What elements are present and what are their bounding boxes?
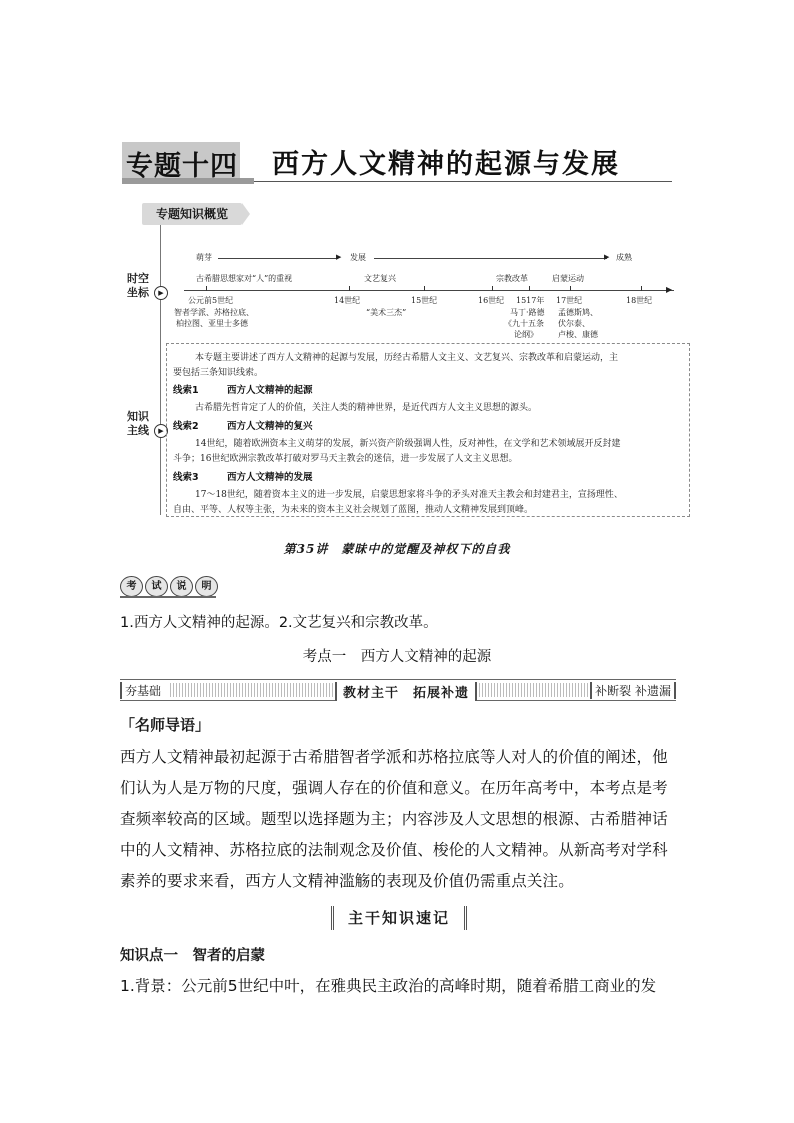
axis-tick bbox=[349, 286, 350, 291]
timeline-axis bbox=[184, 290, 674, 291]
guide-line: 们认为人是万物的尺度，强调人存在的价值和意义。在历年高考中，本考点是考 bbox=[120, 779, 668, 797]
overview-tag: 专题知识概览 bbox=[142, 203, 242, 225]
chapter-title bbox=[122, 140, 672, 182]
timeline-event: 启蒙运动 bbox=[552, 274, 584, 283]
exam-content: 1.西方人文精神的起源。2.文艺复兴和宗教改革。 bbox=[120, 615, 438, 631]
stage-label: 成熟 bbox=[616, 253, 632, 262]
axis-tick bbox=[492, 286, 493, 291]
stage-arrow bbox=[218, 258, 338, 259]
people-label: 孟德斯鸠、 bbox=[558, 308, 598, 317]
timeline-label-line: 时空 bbox=[127, 272, 149, 285]
guide-line: 西方人文精神最初起源于古希腊智者学派和苏格拉底等人对人的价值的阐述，他 bbox=[120, 748, 668, 766]
stage-arrow bbox=[374, 258, 607, 259]
people-label: “美术三杰” bbox=[366, 308, 407, 317]
timeline bbox=[166, 243, 686, 343]
knowledge-label-line: 主线 bbox=[127, 424, 149, 437]
stage-label: 萌芽 bbox=[196, 253, 212, 262]
knowledge-point-heading: 知识点一 智者的启蒙 bbox=[120, 948, 265, 964]
axis-tick bbox=[424, 286, 425, 291]
section-title: 主干知识速记 bbox=[331, 906, 467, 930]
badge-rule bbox=[120, 596, 216, 598]
people-label: 《九十五条 bbox=[504, 319, 544, 328]
overview-spine bbox=[160, 225, 161, 515]
tick-label: 17世纪 bbox=[556, 296, 583, 305]
badge-char: 说 bbox=[170, 576, 193, 597]
axis-tick bbox=[206, 286, 207, 291]
tick-label: 16世纪 bbox=[478, 296, 505, 305]
title-underline bbox=[254, 181, 672, 182]
clue-label: 线索2 bbox=[173, 421, 199, 432]
axis-tick bbox=[570, 286, 571, 291]
people-label: 马丁·路德 bbox=[510, 308, 545, 317]
banner-right-label: 补断裂 补遗漏 bbox=[590, 682, 676, 699]
clue-text: 14世纪，随着欧洲资本主义萌芽的发展，新兴资产阶级强调人性，反对神性，在文学和艺术领域展开反封建 bbox=[195, 439, 621, 449]
axis-tick bbox=[641, 286, 642, 291]
clue-label: 线索3 bbox=[173, 472, 199, 483]
chapter-number: 专题十四 bbox=[126, 151, 238, 182]
banner-middle-label: 教材主干 拓展补遗 bbox=[335, 682, 477, 701]
badge-char: 考 bbox=[120, 576, 143, 597]
clue-text: 自由、平等、人权等主张，为未来的资本主义社会规划了蓝图，推动人文精神发展到顶峰。 bbox=[173, 505, 534, 515]
guide-line: 素养的要求来看，西方人文精神滥觞的表现及价值仍需重点关注。 bbox=[120, 872, 574, 890]
guide-title: 「名师导语」 bbox=[120, 716, 211, 734]
clue-title: 西方人文精神的发展 bbox=[227, 472, 313, 483]
knowledge-label-line: 知识 bbox=[127, 410, 149, 423]
exam-badge bbox=[120, 576, 218, 596]
play-icon: ▶ bbox=[154, 286, 168, 300]
background-line: 1.背景：公元前5世纪中叶，在雅典民主政治的高峰时期，随着希腊工商业的发 bbox=[120, 977, 657, 995]
knowledge-label bbox=[127, 410, 149, 438]
axis-tick bbox=[529, 286, 530, 291]
clue-text: 古希腊先哲肯定了人的价值，关注人类的精神世界，是近代西方人文主义思想的源头。 bbox=[195, 403, 538, 413]
guide-line: 查频率较高的区域。题型以选择题为主；内容涉及人文思想的根源、古希腊神话 bbox=[120, 810, 668, 828]
badge-char: 试 bbox=[145, 576, 168, 597]
kaodian-heading: 考点一 西方人文精神的起源 bbox=[302, 649, 492, 665]
timeline-label-line: 坐标 bbox=[127, 286, 149, 299]
banner-left-label: 夯基础 bbox=[120, 682, 164, 699]
stage-label: 发展 bbox=[350, 253, 366, 262]
clue-label: 线索1 bbox=[173, 385, 199, 396]
tick-label: 公元前5世纪 bbox=[188, 296, 234, 305]
lecture-title: 第35讲 蒙昧中的觉醒及神权下的自我 bbox=[283, 542, 511, 556]
people-label: 论纲》 bbox=[514, 330, 538, 339]
chapter-heading: 西方人文精神的起源与发展 bbox=[272, 149, 620, 180]
tick-label: 1517年 bbox=[516, 296, 545, 305]
timeline-label bbox=[127, 272, 149, 300]
timeline-event: 古希腊思想家对“人”的重视 bbox=[196, 274, 293, 283]
people-label: 伏尔泰、 bbox=[558, 319, 590, 328]
people-label: 柏拉图、亚里士多德 bbox=[176, 319, 248, 328]
guide-line: 中的人文精神、苏格拉底的法制观念及价值、梭伦的人文精神。从新高考对学科 bbox=[120, 841, 668, 859]
tick-label: 14世纪 bbox=[334, 296, 361, 305]
clue-text: 17～18世纪，随着资本主义的进一步发展，启蒙思想家将斗争的矛头对准天主教会和封建君主，宣扬理性、 bbox=[195, 490, 623, 500]
play-icon: ▶ bbox=[154, 424, 168, 438]
section-banner bbox=[120, 679, 676, 701]
people-label: 智者学派、苏格拉底、 bbox=[174, 308, 254, 317]
intro-text: 要包括三条知识线索。 bbox=[173, 368, 264, 378]
axis-arrow-icon: ▶ bbox=[666, 285, 673, 294]
clue-text: 斗争；16世纪欧洲宗教改革打破对罗马天主教会的迷信，进一步发展了人文主义思想。 bbox=[173, 454, 518, 464]
clue-title: 西方人文精神的复兴 bbox=[227, 421, 313, 432]
timeline-event: 宗教改革 bbox=[496, 274, 528, 283]
tick-label: 18世纪 bbox=[626, 296, 653, 305]
timeline-event: 文艺复兴 bbox=[364, 274, 396, 283]
clue-title: 西方人文精神的起源 bbox=[227, 385, 313, 396]
intro-text: 本专题主要讲述了西方人文精神的起源与发展，历经古希腊人文主义、文艺复兴、宗教改革和启蒙运动，主 bbox=[195, 353, 619, 363]
badge-char: 明 bbox=[195, 576, 218, 597]
tick-label: 15世纪 bbox=[411, 296, 438, 305]
arrow-head-icon: ▶ bbox=[604, 253, 610, 261]
people-label: 卢梭、康德 bbox=[558, 330, 598, 339]
knowledge-box bbox=[166, 343, 690, 517]
arrow-head-icon: ▶ bbox=[336, 253, 342, 261]
